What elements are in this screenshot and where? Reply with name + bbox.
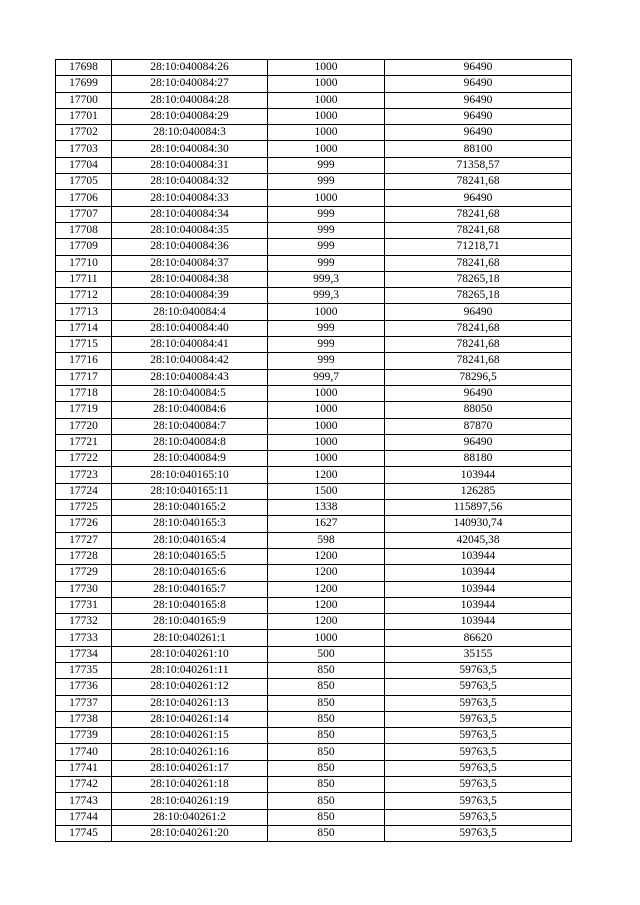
- value-cell: 140930,74: [385, 516, 572, 532]
- row-number-cell: 17699: [56, 76, 112, 92]
- table-row: [56, 320, 572, 336]
- value-cell: 35155: [385, 646, 572, 662]
- area-cell: 1338: [268, 500, 385, 516]
- area-cell: 1000: [268, 402, 385, 418]
- row-number-cell: 17742: [56, 777, 112, 793]
- area-cell: 1000: [268, 141, 385, 157]
- row-number-cell: 17700: [56, 92, 112, 108]
- row-number-cell: 17727: [56, 532, 112, 548]
- table-row: [56, 60, 572, 76]
- row-number-cell: 17707: [56, 206, 112, 222]
- cadastral-number-cell: 28:10:040084:29: [112, 108, 268, 124]
- table-body: [56, 60, 572, 842]
- area-cell: 850: [268, 760, 385, 776]
- area-cell: 1200: [268, 548, 385, 564]
- cadastral-number-cell: 28:10:040084:34: [112, 206, 268, 222]
- row-number-cell: 17734: [56, 646, 112, 662]
- cadastral-number-cell: 28:10:040165:8: [112, 597, 268, 613]
- cadastral-number-cell: 28:10:040084:31: [112, 157, 268, 173]
- value-cell: 59763,5: [385, 825, 572, 841]
- cadastral-number-cell: 28:10:040261:2: [112, 809, 268, 825]
- value-cell: 71218,71: [385, 239, 572, 255]
- value-cell: 59763,5: [385, 695, 572, 711]
- cadastral-number-cell: 28:10:040084:41: [112, 337, 268, 353]
- value-cell: 96490: [385, 108, 572, 124]
- value-cell: 96490: [385, 385, 572, 401]
- row-number-cell: 17744: [56, 809, 112, 825]
- table-row: [56, 483, 572, 499]
- table-row: [56, 825, 572, 841]
- row-number-cell: 17722: [56, 451, 112, 467]
- cadastral-number-cell: 28:10:040084:6: [112, 402, 268, 418]
- row-number-cell: 17735: [56, 662, 112, 678]
- value-cell: 96490: [385, 190, 572, 206]
- row-number-cell: 17706: [56, 190, 112, 206]
- cadastral-number-cell: 28:10:040084:43: [112, 369, 268, 385]
- value-cell: 78241,68: [385, 174, 572, 190]
- area-cell: 999: [268, 337, 385, 353]
- cadastral-number-cell: 28:10:040084:5: [112, 385, 268, 401]
- row-number-cell: 17725: [56, 500, 112, 516]
- row-number-cell: 17718: [56, 385, 112, 401]
- area-cell: 850: [268, 711, 385, 727]
- table-row: [56, 255, 572, 271]
- table-row: [56, 125, 572, 141]
- row-number-cell: 17728: [56, 548, 112, 564]
- value-cell: 78296,5: [385, 369, 572, 385]
- cadastral-number-cell: 28:10:040165:3: [112, 516, 268, 532]
- row-number-cell: 17702: [56, 125, 112, 141]
- area-cell: 850: [268, 809, 385, 825]
- table-row: [56, 369, 572, 385]
- area-cell: 1200: [268, 597, 385, 613]
- value-cell: 78241,68: [385, 337, 572, 353]
- table-row: [56, 516, 572, 532]
- row-number-cell: 17701: [56, 108, 112, 124]
- table-row: [56, 304, 572, 320]
- cadastral-number-cell: 28:10:040261:19: [112, 793, 268, 809]
- value-cell: 59763,5: [385, 793, 572, 809]
- table-row: [56, 239, 572, 255]
- cadastral-number-cell: 28:10:040084:26: [112, 60, 268, 76]
- table-row: [56, 206, 572, 222]
- row-number-cell: 17723: [56, 467, 112, 483]
- table-row: [56, 630, 572, 646]
- area-cell: 1000: [268, 630, 385, 646]
- row-number-cell: 17733: [56, 630, 112, 646]
- cadastral-number-cell: 28:10:040261:12: [112, 679, 268, 695]
- cadastral-number-cell: 28:10:040261:14: [112, 711, 268, 727]
- table-row: [56, 581, 572, 597]
- cadastral-number-cell: 28:10:040261:20: [112, 825, 268, 841]
- table-row: [56, 793, 572, 809]
- table-row: [56, 565, 572, 581]
- cadastral-number-cell: 28:10:040261:10: [112, 646, 268, 662]
- table-row: [56, 597, 572, 613]
- row-number-cell: 17745: [56, 825, 112, 841]
- row-number-cell: 17720: [56, 418, 112, 434]
- row-number-cell: 17740: [56, 744, 112, 760]
- value-cell: 59763,5: [385, 760, 572, 776]
- cadastral-number-cell: 28:10:040261:13: [112, 695, 268, 711]
- cadastral-number-cell: 28:10:040165:11: [112, 483, 268, 499]
- value-cell: 88180: [385, 451, 572, 467]
- table-row: [56, 108, 572, 124]
- row-number-cell: 17729: [56, 565, 112, 581]
- area-cell: 999: [268, 255, 385, 271]
- table-row: [56, 532, 572, 548]
- table-row: [56, 141, 572, 157]
- cadastral-number-cell: 28:10:040165:10: [112, 467, 268, 483]
- cadastral-number-cell: 28:10:040084:40: [112, 320, 268, 336]
- cadastral-number-cell: 28:10:040165:6: [112, 565, 268, 581]
- row-number-cell: 17712: [56, 288, 112, 304]
- value-cell: 78241,68: [385, 353, 572, 369]
- row-number-cell: 17721: [56, 434, 112, 450]
- value-cell: 78241,68: [385, 206, 572, 222]
- table-row: [56, 760, 572, 776]
- cadastral-number-cell: 28:10:040261:11: [112, 662, 268, 678]
- cadastral-number-cell: 28:10:040084:4: [112, 304, 268, 320]
- value-cell: 78241,68: [385, 255, 572, 271]
- cadastral-number-cell: 28:10:040084:3: [112, 125, 268, 141]
- area-cell: 999,3: [268, 271, 385, 287]
- row-number-cell: 17719: [56, 402, 112, 418]
- area-cell: 850: [268, 728, 385, 744]
- value-cell: 42045,38: [385, 532, 572, 548]
- table-row: [56, 222, 572, 238]
- table-row: [56, 157, 572, 173]
- row-number-cell: 17714: [56, 320, 112, 336]
- value-cell: 78265,18: [385, 288, 572, 304]
- value-cell: 78241,68: [385, 320, 572, 336]
- table-row: [56, 679, 572, 695]
- row-number-cell: 17709: [56, 239, 112, 255]
- row-number-cell: 17704: [56, 157, 112, 173]
- area-cell: 1627: [268, 516, 385, 532]
- cadastral-number-cell: 28:10:040084:39: [112, 288, 268, 304]
- area-cell: 1000: [268, 418, 385, 434]
- area-cell: 999: [268, 320, 385, 336]
- cadastral-number-cell: 28:10:040261:16: [112, 744, 268, 760]
- table-row: [56, 777, 572, 793]
- row-number-cell: 17708: [56, 222, 112, 238]
- table-row: [56, 434, 572, 450]
- table-row: [56, 418, 572, 434]
- area-cell: 999: [268, 353, 385, 369]
- value-cell: 87870: [385, 418, 572, 434]
- table-row: [56, 76, 572, 92]
- row-number-cell: 17710: [56, 255, 112, 271]
- table-row: [56, 271, 572, 287]
- area-cell: 1000: [268, 108, 385, 124]
- table-row: [56, 614, 572, 630]
- cadastral-number-cell: 28:10:040165:5: [112, 548, 268, 564]
- row-number-cell: 17741: [56, 760, 112, 776]
- table-row: [56, 174, 572, 190]
- table-row: [56, 92, 572, 108]
- value-cell: 88050: [385, 402, 572, 418]
- area-cell: 1000: [268, 304, 385, 320]
- table-row: [56, 809, 572, 825]
- value-cell: 59763,5: [385, 809, 572, 825]
- cadastral-number-cell: 28:10:040084:42: [112, 353, 268, 369]
- cadastral-number-cell: 28:10:040084:30: [112, 141, 268, 157]
- table-row: [56, 662, 572, 678]
- area-cell: 850: [268, 793, 385, 809]
- area-cell: 850: [268, 695, 385, 711]
- value-cell: 78265,18: [385, 271, 572, 287]
- cadastral-number-cell: 28:10:040084:28: [112, 92, 268, 108]
- area-cell: 1200: [268, 581, 385, 597]
- value-cell: 59763,5: [385, 777, 572, 793]
- cadastral-number-cell: 28:10:040084:9: [112, 451, 268, 467]
- area-cell: 1000: [268, 125, 385, 141]
- row-number-cell: 17739: [56, 728, 112, 744]
- value-cell: 59763,5: [385, 711, 572, 727]
- value-cell: 59763,5: [385, 662, 572, 678]
- table-row: [56, 451, 572, 467]
- row-number-cell: 17698: [56, 60, 112, 76]
- cadastral-number-cell: 28:10:040165:9: [112, 614, 268, 630]
- area-cell: 1200: [268, 467, 385, 483]
- area-cell: 1500: [268, 483, 385, 499]
- row-number-cell: 17726: [56, 516, 112, 532]
- area-cell: 850: [268, 744, 385, 760]
- value-cell: 71358,57: [385, 157, 572, 173]
- table-row: [56, 711, 572, 727]
- area-cell: 999: [268, 157, 385, 173]
- cadastral-number-cell: 28:10:040165:7: [112, 581, 268, 597]
- table-row: [56, 744, 572, 760]
- value-cell: 96490: [385, 76, 572, 92]
- table-row: [56, 548, 572, 564]
- value-cell: 115897,56: [385, 500, 572, 516]
- row-number-cell: 17717: [56, 369, 112, 385]
- row-number-cell: 17738: [56, 711, 112, 727]
- table-row: [56, 337, 572, 353]
- row-number-cell: 17715: [56, 337, 112, 353]
- value-cell: 103944: [385, 467, 572, 483]
- area-cell: 500: [268, 646, 385, 662]
- area-cell: 1000: [268, 60, 385, 76]
- table-row: [56, 190, 572, 206]
- row-number-cell: 17730: [56, 581, 112, 597]
- value-cell: 96490: [385, 434, 572, 450]
- table-row: [56, 646, 572, 662]
- area-cell: 999: [268, 174, 385, 190]
- cadastral-number-cell: 28:10:040084:35: [112, 222, 268, 238]
- row-number-cell: 17732: [56, 614, 112, 630]
- row-number-cell: 17711: [56, 271, 112, 287]
- table-row: [56, 288, 572, 304]
- row-number-cell: 17705: [56, 174, 112, 190]
- area-cell: 999: [268, 222, 385, 238]
- value-cell: 103944: [385, 565, 572, 581]
- value-cell: 78241,68: [385, 222, 572, 238]
- value-cell: 103944: [385, 548, 572, 564]
- area-cell: 999,3: [268, 288, 385, 304]
- cadastral-number-cell: 28:10:040165:4: [112, 532, 268, 548]
- area-cell: 1000: [268, 451, 385, 467]
- cadastral-number-cell: 28:10:040084:7: [112, 418, 268, 434]
- cadastral-number-cell: 28:10:040084:27: [112, 76, 268, 92]
- data-table: [55, 59, 572, 842]
- value-cell: 126285: [385, 483, 572, 499]
- value-cell: 86620: [385, 630, 572, 646]
- area-cell: 850: [268, 662, 385, 678]
- cadastral-number-cell: 28:10:040084:32: [112, 174, 268, 190]
- value-cell: 88100: [385, 141, 572, 157]
- table-row: [56, 695, 572, 711]
- area-cell: 850: [268, 825, 385, 841]
- row-number-cell: 17713: [56, 304, 112, 320]
- row-number-cell: 17743: [56, 793, 112, 809]
- area-cell: 850: [268, 777, 385, 793]
- row-number-cell: 17724: [56, 483, 112, 499]
- area-cell: 1000: [268, 76, 385, 92]
- cadastral-number-cell: 28:10:040084:8: [112, 434, 268, 450]
- area-cell: 1000: [268, 434, 385, 450]
- value-cell: 96490: [385, 60, 572, 76]
- row-number-cell: 17731: [56, 597, 112, 613]
- row-number-cell: 17737: [56, 695, 112, 711]
- value-cell: 59763,5: [385, 679, 572, 695]
- cadastral-number-cell: 28:10:040165:2: [112, 500, 268, 516]
- value-cell: 59763,5: [385, 744, 572, 760]
- value-cell: 96490: [385, 125, 572, 141]
- value-cell: 96490: [385, 304, 572, 320]
- area-cell: 1200: [268, 614, 385, 630]
- cadastral-number-cell: 28:10:040084:37: [112, 255, 268, 271]
- row-number-cell: 17736: [56, 679, 112, 695]
- cadastral-number-cell: 28:10:040261:15: [112, 728, 268, 744]
- cadastral-number-cell: 28:10:040084:38: [112, 271, 268, 287]
- row-number-cell: 17703: [56, 141, 112, 157]
- value-cell: 103944: [385, 581, 572, 597]
- area-cell: 999: [268, 206, 385, 222]
- area-cell: 1000: [268, 92, 385, 108]
- value-cell: 103944: [385, 597, 572, 613]
- cadastral-number-cell: 28:10:040261:17: [112, 760, 268, 776]
- area-cell: 999: [268, 239, 385, 255]
- cadastral-number-cell: 28:10:040084:33: [112, 190, 268, 206]
- cadastral-number-cell: 28:10:040084:36: [112, 239, 268, 255]
- table-row: [56, 467, 572, 483]
- area-cell: 1200: [268, 565, 385, 581]
- area-cell: 1000: [268, 385, 385, 401]
- value-cell: 96490: [385, 92, 572, 108]
- value-cell: 59763,5: [385, 728, 572, 744]
- cadastral-number-cell: 28:10:040261:1: [112, 630, 268, 646]
- table-row: [56, 353, 572, 369]
- table-row: [56, 402, 572, 418]
- row-number-cell: 17716: [56, 353, 112, 369]
- area-cell: 598: [268, 532, 385, 548]
- table-row: [56, 385, 572, 401]
- area-cell: 850: [268, 679, 385, 695]
- value-cell: 103944: [385, 614, 572, 630]
- area-cell: 1000: [268, 190, 385, 206]
- cadastral-number-cell: 28:10:040261:18: [112, 777, 268, 793]
- table-row: [56, 728, 572, 744]
- table-row: [56, 500, 572, 516]
- area-cell: 999,7: [268, 369, 385, 385]
